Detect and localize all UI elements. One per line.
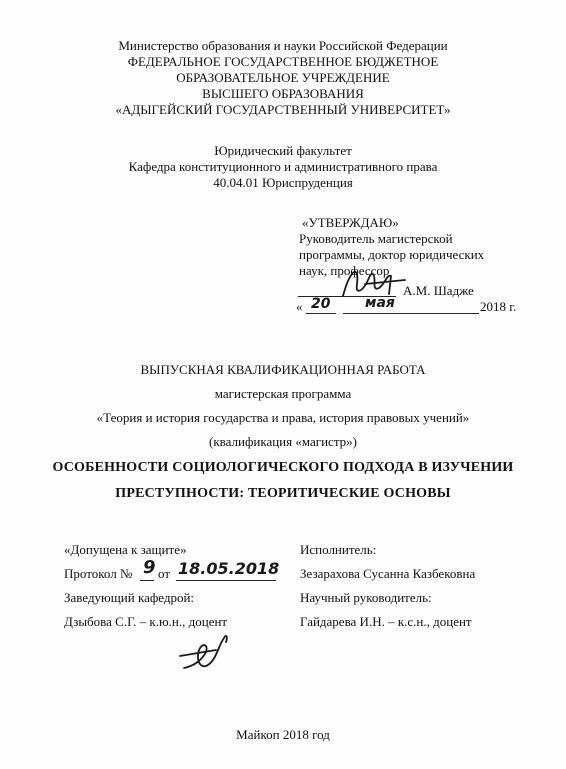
ministry-line: Министерство образования и науки Российской Федерации <box>118 38 448 53</box>
program-label: магистерская программа <box>214 386 352 401</box>
advisor-name: Гайдарева И.Н. – к.с.н., доцент <box>300 614 472 629</box>
approval-line-3: наук, профессор <box>299 263 390 278</box>
approval-day: 20 <box>311 296 331 312</box>
university-name: «АДЫГЕЙСКИЙ ГОСУДАРСТВЕННЫЙ УНИВЕРСИТЕТ» <box>115 102 451 117</box>
approval-year: 2018 г. <box>480 299 517 314</box>
performer-label: Исполнитель: <box>300 542 377 557</box>
approval-title: «УТВЕРЖДАЮ» <box>302 215 399 230</box>
protocol-date-underline <box>176 580 276 581</box>
protocol-number: 9 <box>143 557 156 578</box>
advisor-label: Научный руководитель: <box>300 590 432 605</box>
faculty-name: Юридический факультет <box>214 143 352 158</box>
head-name: Дзыбова С.Г. – к.ю.н., доцент <box>64 614 228 629</box>
city-year: Майкоп 2018 год <box>236 727 330 742</box>
department-name: Кафедра конституционного и административного права <box>128 159 438 174</box>
head-signature <box>172 626 242 676</box>
qualification: (квалификация «магистр») <box>209 434 357 449</box>
thesis-title-line-2: ПРЕСТУПНОСТИ: ТЕОРИТИЧЕСКИЕ ОСНОВЫ <box>115 486 451 501</box>
protocol-number-underline <box>140 580 154 581</box>
specialty-code: 40.04.01 Юриспруденция <box>213 175 353 190</box>
date-open-quote: « <box>296 299 303 314</box>
approval-line-1: Руководитель магистерской <box>299 231 453 246</box>
approval-signer: А.М. Шадже <box>403 283 474 298</box>
thesis-title-line-1: ОСОБЕННОСТИ СОЦИОЛОГИЧЕСКОГО ПОДХОДА В ИЗУЧЕНИИ <box>52 460 514 475</box>
approval-line-2: программы, доктор юридических <box>299 247 485 262</box>
month-underline <box>343 313 479 314</box>
program-name: «Теория и история государства и права, история правовых учений» <box>96 410 470 425</box>
institution-line-3: ВЫСШЕГО ОБРАЗОВАНИЯ <box>202 86 364 101</box>
institution-line-1: ФЕДЕРАЛЬНОЕ ГОСУДАРСТВЕННОЕ БЮДЖЕТНОЕ <box>127 54 439 69</box>
protocol-from: от <box>158 566 171 581</box>
thesis-type: ВЫПУСКНАЯ КВАЛИФИКАЦИОННАЯ РАБОТА <box>140 362 426 377</box>
protocol-label: Протокол № <box>64 566 133 581</box>
head-label: Заведующий кафедрой: <box>64 590 195 605</box>
protocol-date: 18.05.2018 <box>178 559 280 578</box>
admitted-label: «Допущена к защите» <box>64 542 187 557</box>
approval-month: мая <box>365 295 395 311</box>
performer-name: Зезарахова Сусанна Казбековна <box>300 566 476 581</box>
institution-line-2: ОБРАЗОВАТЕЛЬНОЕ УЧРЕЖДЕНИЕ <box>176 70 390 85</box>
day-underline <box>306 313 336 314</box>
